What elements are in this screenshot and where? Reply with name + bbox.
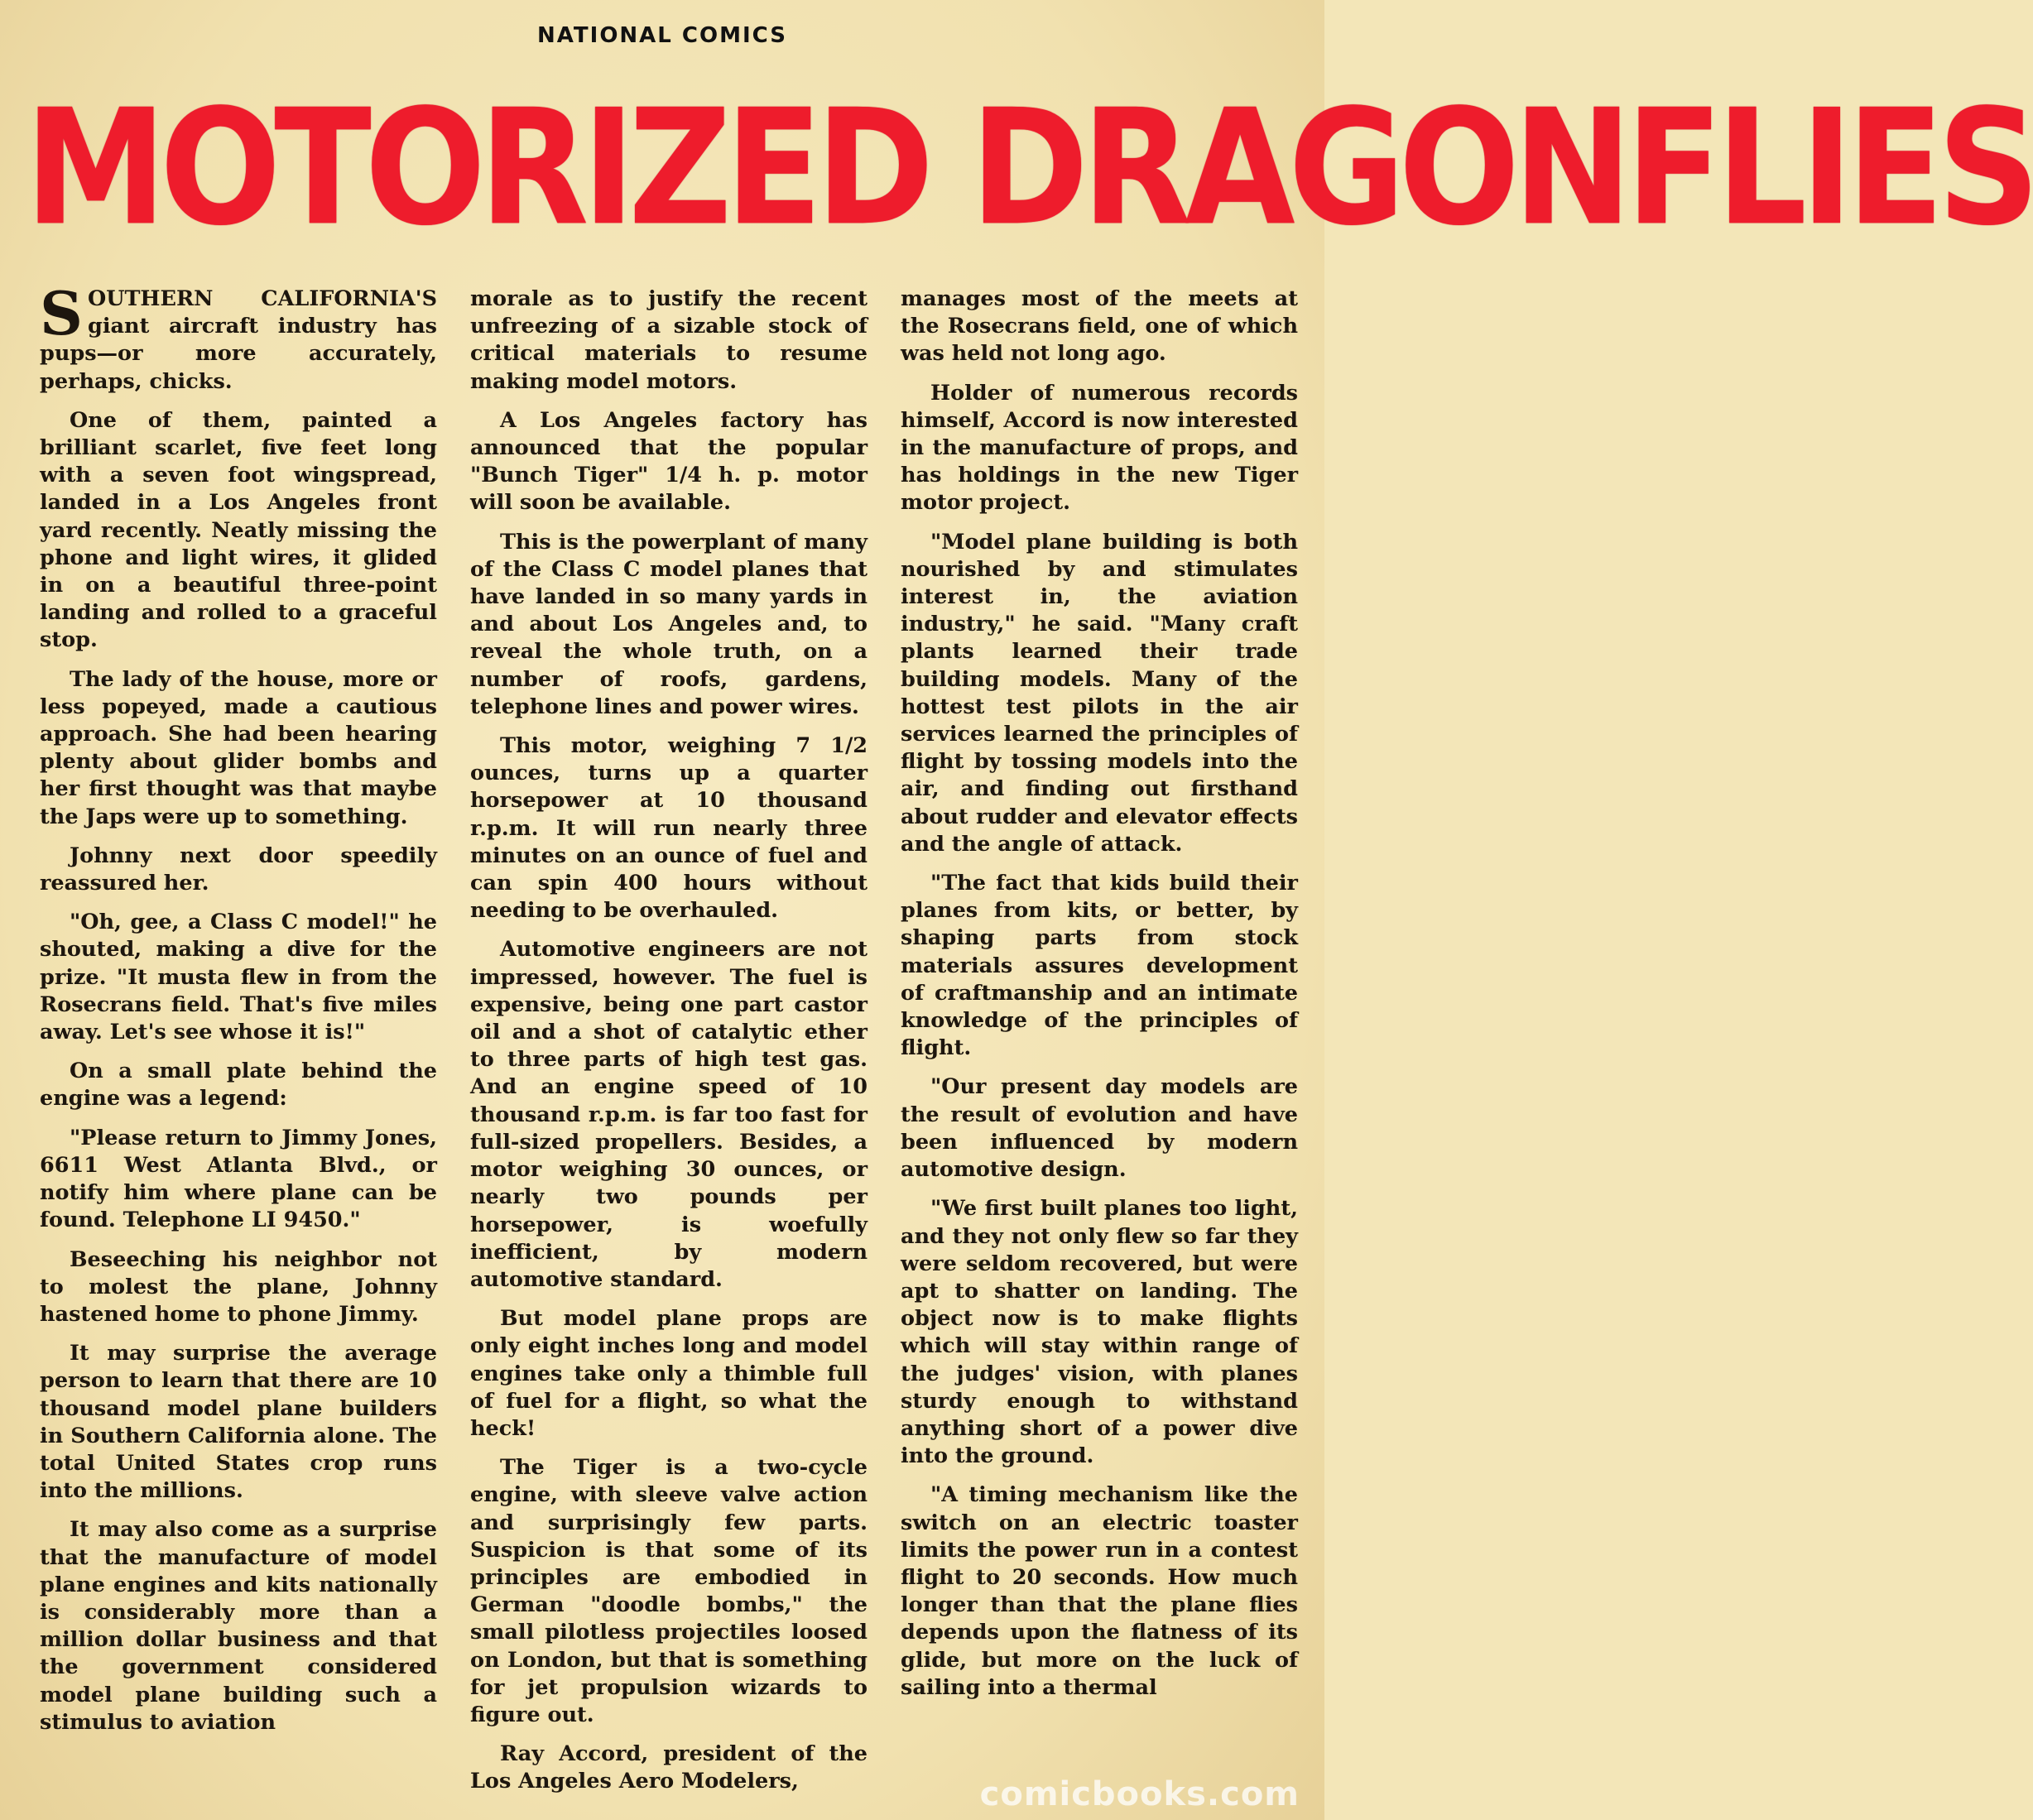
article-title: MOTORIZED DRAGONFLIES (25, 74, 2033, 262)
paragraph-text: It may surprise the average person to learn that there are 10 thousand model plane builders in Southern California alone. The total United States crop runs into the millions. (40, 1341, 437, 1504)
paragraph (40, 909, 437, 1046)
paragraph (470, 1741, 868, 1795)
text-column-2 (470, 286, 868, 1800)
text-column-1 (40, 278, 437, 1800)
paragraph (40, 1246, 437, 1329)
paragraph (470, 732, 868, 924)
watermark-logo: comicbooks.com (979, 1775, 1300, 1813)
paragraph-text: "Model plane building is both nourished by and stimulates interest in, the aviation industry," he said. "Many craft plants learned their trade building models. Many of the hottest test pilots in the air services learned the principles of flight by tossing models into the air, and finding out firsthand about rudder and elevator effects and the angle of attack. (901, 529, 1298, 857)
paragraph (470, 1454, 868, 1729)
paragraph-text: morale as to justify the recent unfreezing of a sizable stock of critical materials to resume making model motors. (470, 286, 868, 394)
paragraph-text: This is the powerplant of many of the Class C model planes that have landed in so many yards in and about Los Angeles and, to reveal the whole truth, on a number of roofs, gardens, telephone lines and power wires. (470, 529, 868, 719)
paragraph (901, 529, 1298, 858)
text-column-3 (901, 286, 1298, 1800)
paragraph-text: Automotive engineers are not impressed, however. The fuel is expensive, being one part castor oil and a shot of catalytic ether to three parts of high test gas. And an engine speed of 10 thousand r.p.m. is far too fast for full-sized propellers. Besides, a motor weighing 30 ounces, or nearly two pounds per horsepower, is woefully inefficient, by modern automotive standard. (470, 937, 868, 1292)
publication-header: NATIONAL COMICS (537, 23, 787, 48)
paragraph-text: manages most of the meets at the Rosecrans field, one of which was held not long ago. (901, 286, 1298, 367)
paragraph-text: Johnny next door speedily reassured her. (40, 843, 437, 896)
drop-cap: S (40, 278, 83, 348)
paragraph-text: "We first built planes too light, and they not only flew so far they were seldom recovered, but were apt to shatter on landing. The object now is to make flights which will stay within range of the judges' vision, with planes sturdy enough to withstand anything short of a power dive into the ground. (901, 1196, 1298, 1469)
paragraph-text: Ray Accord, president of the Los Angeles Aero Modelers, (470, 1741, 868, 1794)
paragraph (901, 1195, 1298, 1470)
paragraph (40, 666, 437, 831)
paragraph (470, 407, 868, 517)
paragraph-text: "The fact that kids build their planes from kits, or better, by shaping parts from stock materials assures development of craftmanship and an intimate knowledge of the principles of flight. (901, 871, 1298, 1061)
paragraph-text: This motor, weighing 7 1/2 ounces, turns up a quarter horsepower at 10 thousand r.p.m. It will run nearly three minutes on an ounce of fuel and can spin 400 hours without needing to be overhauled. (470, 733, 868, 924)
paragraph (40, 407, 437, 655)
paragraph-text: A Los Angeles factory has announced that the popular "Bunch Tiger" 1/4 h. p. motor will soon be available. (470, 407, 868, 516)
paragraph (470, 936, 868, 1294)
paragraph (40, 1516, 437, 1736)
paragraph-text: On a small plate behind the engine was a legend: (40, 1059, 437, 1112)
paragraph (901, 1481, 1298, 1702)
paragraph-text: Beseeching his neighbor not to molest the plane, Johnny hastened home to phone Jimmy. (40, 1246, 437, 1327)
paragraph (470, 286, 868, 396)
paragraph-text: OUTHERN CALIFORNIA'S giant aircraft industry has pups—or more accurately, perhaps, chicks. (40, 286, 437, 394)
paragraph-text: "Our present day models are the result of evolution and have been influenced by modern automotive design. (901, 1074, 1298, 1183)
paragraph (40, 1125, 437, 1235)
paragraph (901, 1073, 1298, 1184)
paragraph (901, 870, 1298, 1062)
paragraph-text: "Oh, gee, a Class C model!" he shouted, making a dive for the prize. "It musta flew in from the Rosecrans field. That's five miles away. Let's see whose it is!" (40, 910, 437, 1045)
paragraph-text: "A timing mechanism like the switch on an electric toaster limits the power run in a contest flight to 20 seconds. How much longer than that the plane flies depends upon the flatness of its glide, but more on the luck of sailing into a thermal (901, 1482, 1298, 1700)
paragraph (470, 529, 868, 721)
paragraph-text: The lady of the house, more or less popeyed, made a cautious approach. She had been hearing plenty about glider bombs and her first thought was that maybe the Japs were up to something. (40, 666, 437, 829)
paragraph (40, 1340, 437, 1505)
paragraph-text: But model plane props are only eight inches long and model engines take only a thimble full of fuel for a flight, so what the heck! (470, 1306, 868, 1441)
paragraph-text: "Please return to Jimmy Jones, 6611 West Atlanta Blvd., or notify him where plane can be found. Telephone LI 9450." (40, 1125, 437, 1233)
paragraph (40, 843, 437, 897)
paragraph (40, 1058, 437, 1112)
paragraph (901, 380, 1298, 517)
paragraph-text: The Tiger is a two-cycle engine, with sleeve valve action and surprisingly few parts. Suspicion is that some of its principles are embodied in German "doodle bombs," the small pilotless projectiles loosed on London, but that is something for jet propulsion wizards to figure out. (470, 1455, 868, 1727)
article-body (40, 278, 1298, 1800)
paragraph (40, 278, 437, 396)
paragraph (470, 1305, 868, 1443)
paragraph-text: Holder of numerous records himself, Accord is now interested in the manufacture of props, and has holdings in the new Tiger motor project. (901, 380, 1298, 516)
paragraph-text: One of them, painted a brilliant scarlet, five feet long with a seven foot wingspread, landed in a Los Angeles front yard recently. Neatly missing the phone and light wires, it glided in on a beautiful three-point landing and rolled to a graceful stop. (40, 407, 437, 653)
paragraph-text: It may also come as a surprise that the manufacture of model plane engines and kits nationally is considerably more than a million dollar business and that the government considered model plane building such a stimulus to aviation (40, 1517, 437, 1735)
paragraph (901, 286, 1298, 368)
